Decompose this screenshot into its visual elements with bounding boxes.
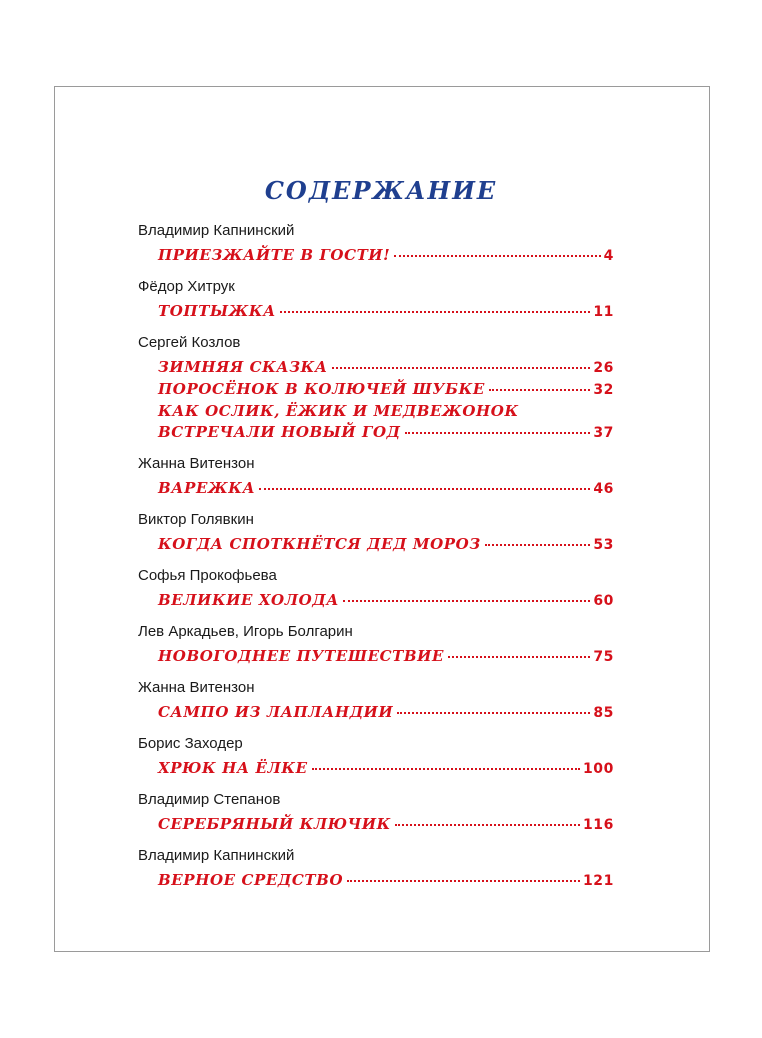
entry-page: 121	[582, 873, 614, 889]
entry-page: 116	[582, 817, 614, 833]
entry-title: ЗИМНЯЯ СКАЗКА	[158, 358, 328, 376]
dot-leader	[343, 599, 590, 602]
entry-title: ВСТРЕЧАЛИ НОВЫЙ ГОД	[158, 423, 401, 441]
toc-entry[interactable]	[158, 245, 614, 267]
entry-title: ПОРОСЁНОК В КОЛЮЧЕЙ ШУБКЕ	[158, 380, 485, 398]
entry-title: ХРЮК НА ЁЛКЕ	[158, 759, 308, 777]
author-name: Сергей Козлов	[138, 334, 241, 351]
entry-page: 32	[593, 382, 614, 398]
dot-leader	[405, 431, 591, 434]
dot-leader	[485, 543, 591, 546]
entry-title: СЕРЕБРЯНЫЙ КЛЮЧИК	[158, 815, 391, 833]
author-name: Владимир Степанов	[138, 791, 281, 808]
toc-entry[interactable]	[158, 301, 614, 323]
toc-group	[138, 789, 614, 836]
toc-group	[138, 453, 614, 500]
toc-entry[interactable]	[158, 478, 614, 500]
entry-page: 37	[593, 425, 614, 441]
toc-group	[138, 733, 614, 780]
toc-entry[interactable]	[158, 422, 614, 444]
toc-entry[interactable]	[158, 646, 614, 668]
dot-leader	[259, 487, 590, 490]
dot-leader	[489, 388, 590, 391]
entry-title: САМПО ИЗ ЛАПЛАНДИИ	[158, 703, 394, 721]
dot-leader	[347, 879, 580, 882]
toc-entry[interactable]	[158, 870, 614, 892]
toc-entry[interactable]	[158, 758, 614, 780]
page-title: СОДЕРЖАНИЕ	[264, 176, 498, 205]
author-name: Фёдор Хитрук	[138, 278, 235, 295]
toc-group	[138, 621, 614, 668]
author-name: Жанна Витензон	[138, 455, 255, 472]
author-name: Лев Аркадьев, Игорь Болгарин	[138, 623, 353, 640]
entry-title: ВЕЛИКИЕ ХОЛОДА	[158, 591, 340, 609]
toc-group	[138, 845, 614, 892]
author-name: Владимир Капнинский	[138, 847, 295, 864]
author-name: Владимир Капнинский	[138, 222, 295, 239]
dot-leader	[394, 254, 600, 257]
entry-title: ПРИЕЗЖАЙТЕ В ГОСТИ!	[158, 246, 391, 264]
entry-title: НОВОГОДНЕЕ ПУТЕШЕСТВИЕ	[158, 647, 444, 665]
table-of-contents	[138, 220, 614, 901]
entry-title: ВЕРНОЕ СРЕДСТВО	[158, 871, 344, 889]
toc-group	[138, 677, 614, 724]
dot-leader	[395, 823, 580, 826]
toc-group	[138, 509, 614, 556]
author-name: Софья Прокофьева	[138, 567, 277, 584]
author-name: Виктор Голявкин	[138, 511, 254, 528]
entry-page: 4	[603, 248, 614, 264]
entry-page: 26	[593, 360, 614, 376]
entry-title: КОГДА СПОТКНЁТСЯ ДЕД МОРОЗ	[158, 535, 481, 553]
toc-entry[interactable]	[158, 814, 614, 836]
toc-group	[138, 220, 614, 267]
toc-entry[interactable]	[158, 357, 614, 379]
entry-page: 75	[593, 649, 614, 665]
toc-entry[interactable]	[158, 590, 614, 612]
entry-title: ТОПТЫЖКА	[158, 302, 276, 320]
dot-leader	[280, 310, 590, 313]
entry-title-line1[interactable]: КАК ОСЛИК, ЁЖИК И МЕДВЕЖОНОК	[158, 402, 519, 420]
toc-entry[interactable]	[158, 379, 614, 401]
dot-leader	[332, 366, 591, 369]
toc-group	[138, 565, 614, 612]
entry-page: 46	[593, 481, 614, 497]
dot-leader	[448, 655, 590, 658]
entry-page: 85	[593, 705, 614, 721]
author-name: Борис Заходер	[138, 735, 243, 752]
toc-group	[138, 332, 614, 444]
entry-page: 100	[582, 761, 614, 777]
author-name: Жанна Витензон	[138, 679, 255, 696]
toc-entry[interactable]	[158, 534, 614, 556]
entry-page: 53	[593, 537, 614, 553]
entry-page: 60	[593, 593, 614, 609]
dot-leader	[397, 711, 590, 714]
toc-group	[138, 276, 614, 323]
entry-page: 11	[593, 304, 614, 320]
entry-title: ВАРЕЖКА	[158, 479, 256, 497]
toc-entry[interactable]	[158, 702, 614, 724]
dot-leader	[312, 767, 580, 770]
